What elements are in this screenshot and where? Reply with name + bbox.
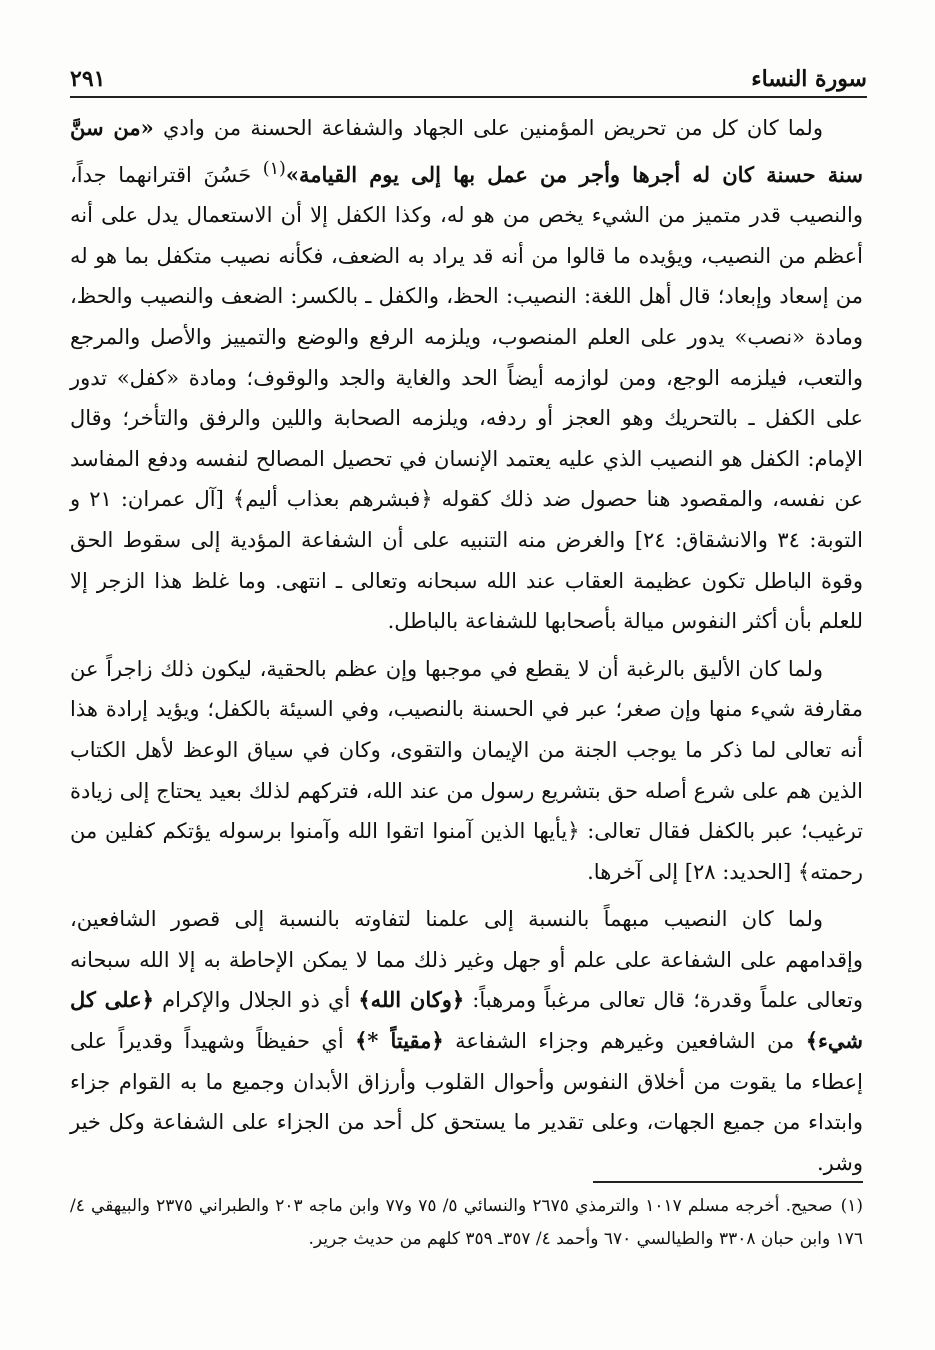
footnote — [70, 1190, 863, 1256]
paragraph-1-text-b: حَسُنَ اقترانهما جداً، والنصيب قدر متميز من الشيء يخص من هو له، وكذا الكفل إلا أن الاستعمال يدل على أنه أعظم من النصيب، ويؤيده ما قالوا من أنه قد يراد به الضعف، فكأنه نصيب متكفل بما هو له من إسعاد وإبعاد؛ قال أهل اللغة: النصيب: الحظ، والكفل ـ بالكسر: الضعف والنصيب والحظ، ومادة «نصب» يدور على العلم المنصوب، ويلزمه الرفع والوضع والتمييز والأصل والمرجع والتعب، فيلزمه الوجع، ومن لوازمه أيضاً الحد والغاية والجد والوقوف؛ ومادة «كفل» تدور على الكفل ـ بالتحريك وهو العجز أو ردفه، ويلزمه الصحابة واللين والرفق والتأخر؛ وقال الإمام: الكفل هو النصيب الذي عليه يعتمد الإنسان في تحصيل المصالح لنفسه ودفع المفاسد عن نفسه، والمقصود هنا حصول ضد ذلك كقوله ﴿فبشرهم بعذاب أليم﴾ [آل عمران: ٢١ و التوبة: ٣٤ والانشقاق: ٢٤] والغرض منه التنبيه على أن الشفاعة المؤدية إلى سقوط الحق وقوة الباطل تكون عظيمة العقاب عند الله سبحانه وتعالى ـ انتهى. وما غلظ هذا الزجر إلا للعلم بأن أكثر النفوس ميالة بأصحابها للشفاعة بالباطل. — [70, 162, 863, 634]
page-number: ٢٩١ — [70, 66, 106, 92]
footnote-marker: (١) — [840, 1196, 863, 1216]
verse-quote-3: ﴿مقيتاً *﴾ — [355, 1028, 444, 1054]
paragraph-2: ولما كان الأليق بالرغبة أن لا يقطع في موجبها وإن عظم بالحقية، ليكون ذلك زاجراً عن مقارفة شيء منها وإن صغر؛ عبر في الحسنة بالنصيب، وفي السيئة بالكفل؛ ويؤيد إرادة هذا أنه تعالى لما ذكر ما يوجب الجنة من الإيمان والتقوى، وكان في سياق الوعظ لأهل الكتاب الذين هم على شرع أصله حق بتشريع رسول من عند الله، فتركهم لذلك بعيد يحتاج إلى زيادة ترغيب؛ عبر بالكفل فقال تعالى: ﴿يأيها الذين آمنوا اتقوا الله وآمنوا برسوله يؤتكم كفلين من رحمته﴾ [الحديد: ٢٨] إلى آخرها. — [70, 656, 863, 884]
paragraph-1 — [70, 108, 863, 642]
paragraph-3-text-a: ولما كان النصيب مبهماً بالنسبة إلى علمنا لتفاوته بالنسبة إلى قصور الشافعين، وإقدامهم على الشفاعة على علم أو جهل وغير ذلك مما لا يمكن الإحاطة به إلا الله سبحانه وتعالى علماً وقدرة؛ قال تعالى مرغباً ومرهباً: — [70, 907, 863, 1013]
paragraph-1-text-a: ولما كان كل من تحريض المؤمنين على الجهاد والشفاعة الحسنة من وادي — [153, 116, 823, 140]
main-text — [70, 108, 863, 1190]
paragraph-3-text-b: أي ذو الجلال والإكرام — [153, 988, 359, 1013]
running-header — [70, 52, 867, 98]
footnote-reference[interactable]: (١) — [262, 158, 286, 179]
verse-quote-1: ﴿وكان الله﴾ — [358, 987, 465, 1013]
verse-quote-2: ﴿على كل شيء﴾ — [70, 987, 863, 1054]
footnote-divider — [593, 1181, 863, 1183]
paragraph-3-text-d: أي حفيظاً وشهيداً وقديراً على إعطاء ما يقوت من أخلاق النفوس وأحوال القلوب وأرزاق الأبدان وجميع ما به القوام جزاء وابتداء من جميع الجهات، وعلى تقدير ما يستحق كل أحد من الجزاء على الشفاعة وكل خير وشر. — [70, 1029, 863, 1175]
footnote-text: صحيح. أخرجه مسلم ١٠١٧ والترمذي ٢٦٧٥ والنسائي ٥/ ٧٥ و٧٧ وابن ماجه ٢٠٣ والطبراني ٢٣٧٥ والبيهقي ٤/ ١٧٦ وابن حبان ٣٣٠٨ والطيالسي ٦٧٠ وأحمد ٤/ ٣٥٧ـ ٣٥٩ كلهم من حديث جرير. — [70, 1196, 863, 1249]
hadith-quote: «من سنَّ سنة حسنة كان له أجرها وأجر من عمل بها إلى يوم القيامة» — [70, 115, 863, 187]
paragraph-3-text-c: من الشافعين وغيرهم وجزاء الشفاعة — [443, 1029, 806, 1054]
paragraph-3 — [70, 899, 863, 1183]
surah-title: سورة النساء — [751, 66, 867, 92]
